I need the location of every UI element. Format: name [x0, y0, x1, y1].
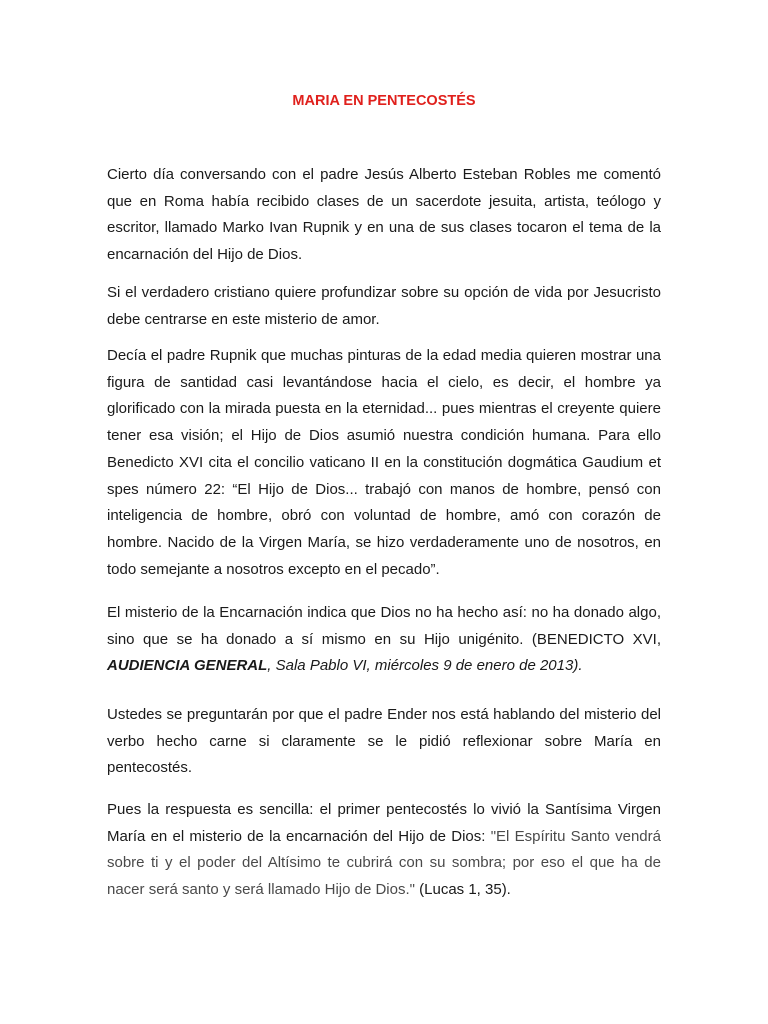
paragraph-line: que en Roma había recibido clases de un sacerdote jesuita, artista, teólogo y [107, 192, 661, 210]
paragraph-line: encarnación del Hijo de Dios. [107, 246, 303, 264]
paragraph-line: Pues la respuesta es sencilla: el primer pentecostés lo vivió la Santísima Virgen [107, 801, 661, 818]
citation-bold: AUDIENCIA GENERAL [107, 657, 268, 675]
paragraph-3 [107, 343, 661, 583]
scripture-reference: (Lucas 1, 35). [414, 881, 511, 899]
paragraph-line [107, 877, 661, 904]
scripture-quote-line: sobre ti y el poder del Altísimo te cubrirá con su sombra; por eso el que ha de [107, 854, 661, 872]
paragraph-line: Si el verdadero cristiano quiere profundizar sobre su opción de vida por Jesucristo [107, 284, 661, 301]
paragraph-line: Cierto día conversando con el padre Jesús Alberto Esteban Robles me comentó [107, 166, 661, 183]
paragraph-2 [107, 280, 661, 333]
paragraph-text: María en el misterio de la encarnación del Hijo de Dios: [107, 827, 491, 845]
paragraph-line: figura de santidad casi levantándose hacia el cielo, es decir, el hombre ya [107, 373, 661, 391]
paragraph-line: todo semejante a nosotros excepto en el pecado”. [107, 560, 440, 578]
document-title: MARIA EN PENTECOSTÉS [292, 93, 476, 109]
scripture-quote: nacer será santo y será llamado Hijo de Dios." [107, 881, 415, 899]
paragraph-line: tener esa visión; el Hijo de Dios asumió nuestra condición humana. Para ello [107, 427, 661, 445]
paragraph-4 [107, 600, 661, 680]
paragraph-line: hombre. Nacido de la Virgen María, se hizo verdaderamente uno de nosotros, en [107, 533, 661, 551]
paragraph-line: debe centrarse en este misterio de amor. [107, 310, 380, 328]
paragraph-line: spes número 22: “El Hijo de Dios... trabajó con manos de hombre, pensó con [107, 480, 661, 498]
paragraph-line: Benedicto XVI cita el concilio vaticano II en la constitución dogmática Gaudium et [107, 453, 661, 471]
paragraph-line: Decía el padre Rupnik que muchas pinturas de la edad media quieren mostrar una [107, 347, 661, 364]
paragraph-line: El misterio de la Encarnación indica que Dios no ha hecho así: no ha donado algo, [107, 604, 661, 621]
paragraph-line: sino que se ha donado a sí mismo en su Hijo unigénito. (BENEDICTO XVI, [107, 630, 661, 648]
paragraph-line: Ustedes se preguntarán por que el padre Ender nos está hablando del misterio del [107, 706, 661, 723]
scripture-quote: "El Espíritu Santo vendrá [490, 827, 661, 845]
paragraph-line [107, 824, 661, 851]
paragraph-line: escritor, llamado Marko Ivan Rupnik y en una de sus clases tocaron el tema de la [107, 219, 661, 237]
paragraph-line: pentecostés. [107, 759, 193, 777]
paragraph-6 [107, 797, 661, 904]
paragraph-1 [107, 162, 661, 269]
citation-italic: , Sala Pablo VI, miércoles 9 de enero de 2013). [267, 657, 583, 675]
paragraph-line: inteligencia de hombre, obró con voluntad de hombre, amó con corazón de [107, 507, 661, 525]
citation-line [107, 653, 661, 680]
paragraph-line: glorificado con la mirada puesta en la eternidad... pues mientras el creyente quiere [107, 400, 661, 418]
paragraph-5 [107, 702, 661, 782]
paragraph-line: verbo hecho carne si claramente se le pidió reflexionar sobre María en [107, 732, 661, 750]
